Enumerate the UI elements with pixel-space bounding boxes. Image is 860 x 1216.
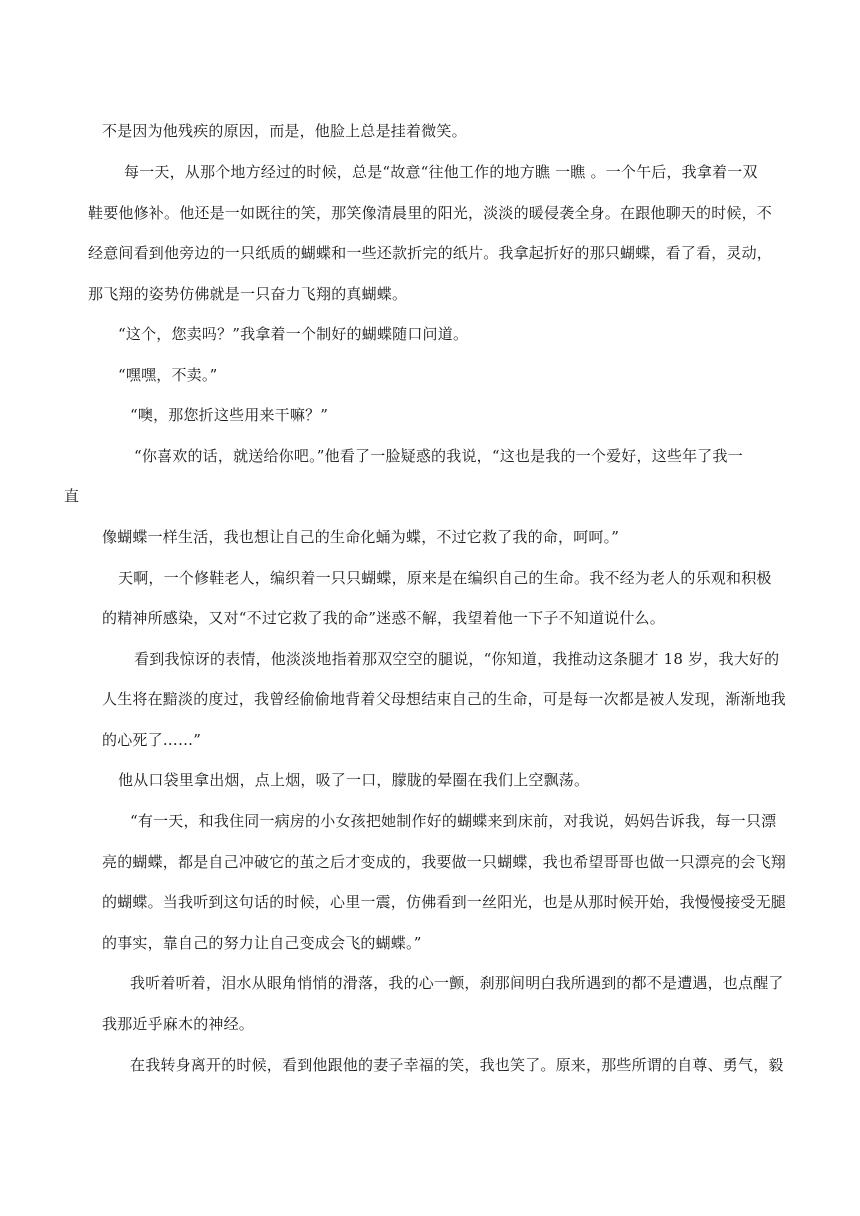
text-line: 人生将在黯淡的度过，我曾经偷偷地背着父母想结束自己的生命，可是每一次都是被人发现，渐渐地我: [102, 690, 787, 708]
text-line: “噢，那您折这些用来干嘛？”: [130, 406, 329, 424]
text-line: 我那近乎麻木的神经。: [102, 1015, 255, 1033]
text-line: 天啊，一个修鞋老人，编织着一只只蝴蝶，原来是在编织自己的生命。我不经为老人的乐观和积极: [118, 569, 772, 587]
text-line: “嘿嘿，不卖。”: [118, 366, 218, 384]
text-line: 他从口袋里拿出烟，点上烟，吸了一口，朦胧的晕圈在我们上空飘荡。: [118, 771, 590, 789]
text-line: “这个，您卖吗？”我拿着一个制好的蝴蝶随口问道。: [118, 325, 469, 343]
text-line: 的蝴蝶。当我听到这句话的时候，心里一震，仿佛看到一丝阳光，也是从那时候开始，我慢慢接受无腿: [102, 893, 787, 911]
text-line: 的心死了……”: [102, 731, 202, 749]
text-line: 那飞翔的姿势仿佛就是一只奋力飞翔的真蝴蝶。: [88, 285, 408, 303]
text-line: 不是因为他残疾的原因，而是，他脸上总是挂着微笑。: [102, 122, 467, 140]
text-line: 我听着听着，泪水从眼角悄悄的滑落，我的心一颤，刹那间明白我所遇到的都不是遭遇，也点醒了: [130, 974, 784, 992]
text-line: 每一天，从那个地方经过的时候，总是“故意“往他工作的地方瞧 一瞧 。一个午后，我拿着一双: [124, 163, 758, 181]
text-line: 鞋要他修补。他还是一如既往的笑，那笑像清晨里的阳光，淡淡的暖侵袭全身。在跟他聊天的时候，不: [88, 204, 773, 222]
text-line: 直: [64, 487, 80, 505]
text-line: 的事实，靠自己的努力让自己变成会飞的蝴蝶。”: [102, 934, 422, 952]
text-line: 经意间看到他旁边的一只纸质的蝴蝶和一些还款折完的纸片。我拿起折好的那只蝴蝶，看了看，灵动，: [88, 244, 773, 262]
text-line: 看到我惊讶的表情，他淡淡地指着那双空空的腿说，“你知道，我推动这条腿才 18 岁，我大好的: [134, 650, 780, 668]
text-line: “你喜欢的话，就送给你吧。”他看了一脸疑惑的我说，“这也是我的一个爱好，这些年了我一: [134, 447, 743, 465]
text-line: 亮的蝴蝶，都是自己冲破它的茧之后才变成的，我要做一只蝴蝶，我也希望哥哥也做一只漂亮的会飞翔: [102, 853, 787, 871]
text-line: 在我转身离开的时候，看到他跟他的妻子幸福的笑，我也笑了。原来，那些所谓的自尊、勇气，毅: [130, 1056, 784, 1074]
text-line: “有一天，和我住同一病房的小女孩把她制作好的蝴蝶来到床前，对我说，妈妈告诉我，每一只漂: [130, 812, 777, 830]
text-line: 的精神所感染，又对“不过它救了我的命”迷惑不解，我望着他一下子不知道说什么。: [102, 609, 665, 627]
text-line: 像蝴蝶一样生活，我也想让自己的生命化蛹为蝶，不过它救了我的命，呵呵。”: [102, 528, 620, 546]
